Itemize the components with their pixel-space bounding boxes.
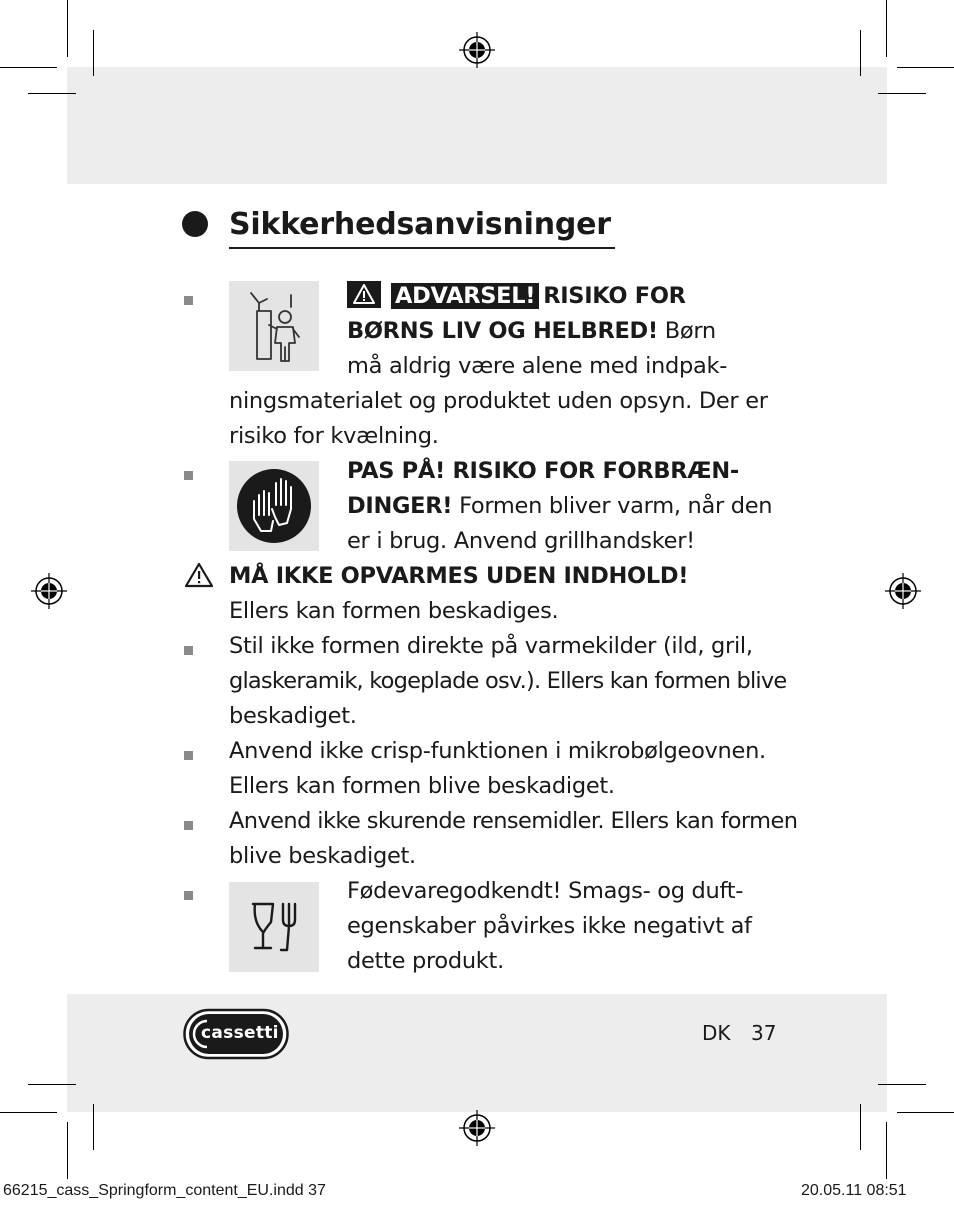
heat-sources-line2: glaskeramik, kogeplade osv.). Ellers kan formen blive (229, 668, 787, 694)
crop-mark (897, 67, 954, 68)
list-bullet (184, 296, 193, 305)
warning-label: ADVARSEL! (391, 283, 539, 309)
glove-icon (229, 461, 319, 551)
crop-mark (878, 1084, 926, 1085)
children-title-part1: RISIKO FOR (543, 283, 686, 309)
crop-mark (67, 1122, 68, 1179)
food-safe-line3: dette produkt. (347, 948, 504, 974)
scouring-line1: Anvend ikke skurende rensemidler. Ellers kan formen (229, 808, 798, 834)
brand-logo (183, 1008, 289, 1060)
food-safe-line2: egenskaber påvirkes ikke negativt af (347, 913, 752, 939)
burns-warning-line1 (347, 454, 739, 489)
gloves-pictogram (229, 461, 319, 551)
registration-mark-icon (885, 573, 921, 609)
crop-mark (93, 30, 94, 76)
crop-mark (67, 0, 68, 57)
burns-warning-line3: er i brug. Anvend grillhandsker! (347, 528, 695, 554)
child-with-bag-icon (229, 281, 319, 371)
warning-triangle-icon (184, 562, 214, 588)
food-safe-glass-fork-icon (229, 882, 319, 972)
brand-name: cassetti (201, 1023, 279, 1043)
crop-mark (860, 30, 861, 76)
children-warning-line4: ningsmaterialet og produktet uden opsyn. Der er (229, 388, 768, 414)
page-number: 37 (751, 1021, 777, 1045)
children-warning-line2 (347, 314, 716, 349)
crop-mark (897, 1112, 954, 1113)
food-safe-line1: Fødevaregodkendt! Smags- og duft- (347, 878, 744, 904)
list-bullet (184, 646, 193, 655)
indd-file-slug: 66215_cass_Springform_content_EU.indd 37 (3, 1182, 326, 1199)
food-safe-pictogram (229, 882, 319, 972)
burns-warning-line2 (347, 489, 772, 524)
heat-sources-line1: Stil ikke formen direkte på varmekilder (ild, gril, (229, 633, 753, 659)
crop-mark (28, 93, 76, 94)
empty-heating-text: Ellers kan formen beskadiges. (229, 598, 559, 624)
header-band (67, 67, 887, 184)
crop-mark (886, 0, 887, 57)
burns-text-part1: Formen bliver varm, når den (452, 493, 773, 519)
registration-mark-icon (459, 1110, 495, 1146)
crop-mark (860, 1104, 861, 1150)
list-bullet (184, 751, 193, 760)
crop-mark (0, 1112, 57, 1113)
empty-heating-title: MÅ IKKE OPVARMES UDEN INDHOLD! (229, 563, 689, 589)
burns-title-part2: DINGER! (347, 493, 453, 519)
page-title: Sikkerhedsanvisninger (229, 203, 615, 249)
crop-mark (878, 93, 926, 94)
crisp-line1: Anvend ikke crisp-funktionen i mikrobølgeovnen. (229, 738, 766, 764)
scouring-line2: blive beskadiget. (229, 843, 416, 869)
warning-triangle-icon (347, 281, 381, 308)
crop-mark (0, 67, 57, 68)
print-date-slug: 20.05.11 08:51 (801, 1182, 907, 1199)
list-bullet (184, 821, 193, 830)
crop-mark (93, 1104, 94, 1150)
children-text-part1: Børn (657, 318, 716, 344)
heading-bullet (182, 211, 208, 237)
registration-mark-icon (459, 32, 495, 68)
children-warning-line3: må aldrig være alene med indpak- (347, 353, 728, 379)
burns-title-part1: PAS PÅ! RISIKO FOR FORBRÆN- (347, 458, 739, 484)
language-code: DK (702, 1021, 731, 1045)
children-title-part2: BØRNS LIV OG HELBRED! (347, 318, 658, 344)
list-bullet (184, 891, 193, 900)
list-bullet (184, 471, 193, 480)
heat-sources-line3: beskadiget. (229, 703, 357, 729)
crop-mark (886, 1122, 887, 1179)
children-warning-line1 (347, 279, 686, 314)
crisp-line2: Ellers kan formen blive beskadiget. (229, 773, 615, 799)
crop-mark (28, 1084, 76, 1085)
children-warning-line5: risiko for kvælning. (229, 423, 439, 449)
child-safety-pictogram (229, 281, 319, 371)
registration-mark-icon (31, 573, 67, 609)
